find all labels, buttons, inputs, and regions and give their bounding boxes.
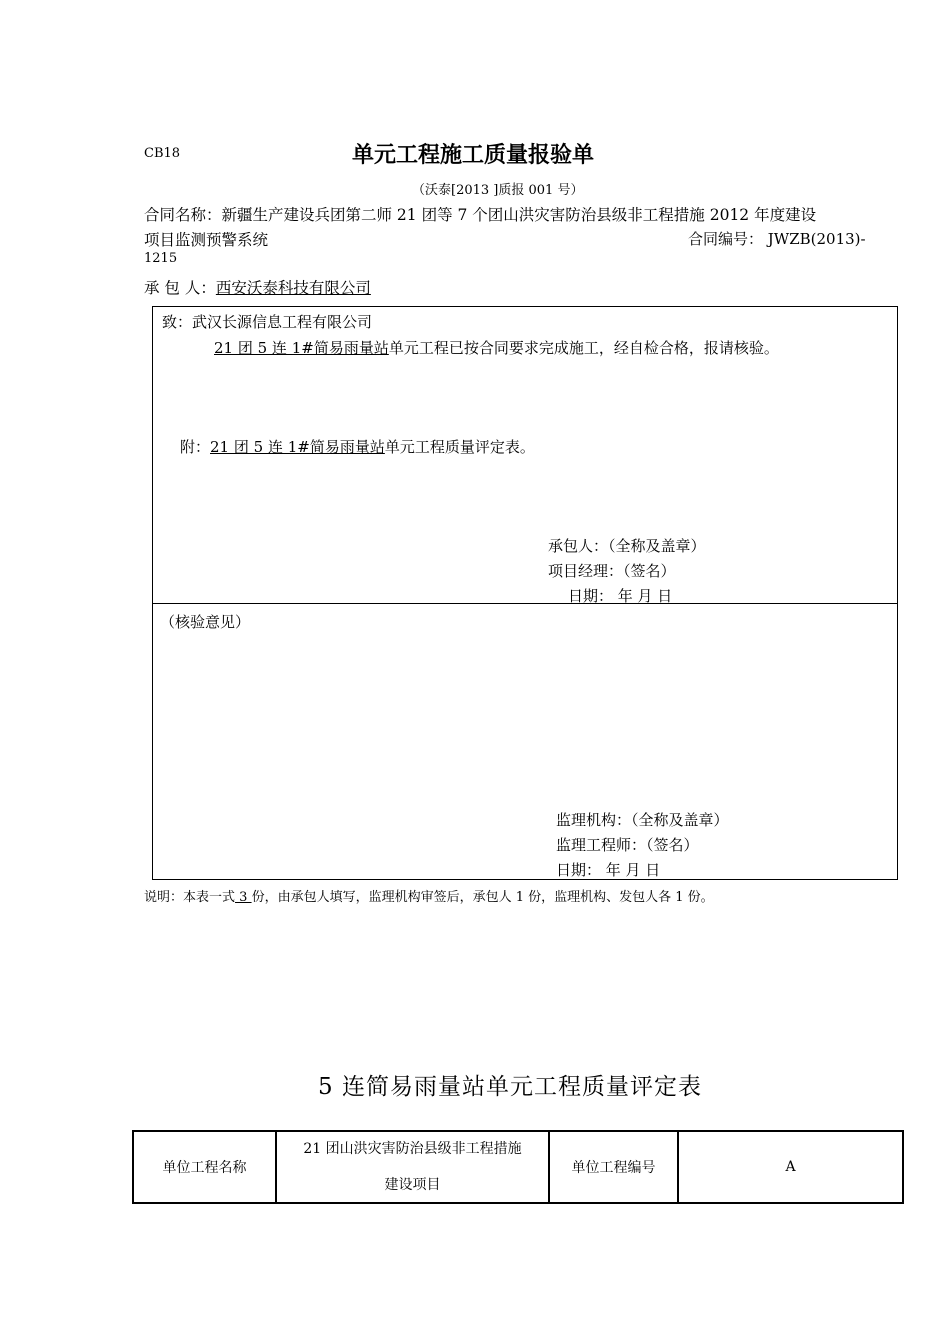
attachment-line xyxy=(180,436,535,457)
document-number: （沃泰[2013 ]质报 001 号） xyxy=(412,183,584,198)
attachment-text: 单元工程质量评定表。 xyxy=(384,438,535,456)
note-copies: 3 xyxy=(235,890,252,905)
statement xyxy=(214,337,779,358)
evaluation-table xyxy=(132,1130,904,1204)
page-title: 单元工程施工质量报验单 xyxy=(352,142,595,168)
report-date: 日期： 年 月 日 xyxy=(568,587,673,605)
evaluation-title: 5 连简易雨量站单元工程质量评定表 xyxy=(318,1074,702,1100)
contractor-label: 承 包 人： xyxy=(144,279,216,297)
review-box xyxy=(152,604,898,880)
unit-project-code-label: 单位工程编号 xyxy=(549,1131,678,1203)
contract-name-line1: 合同名称：新疆生产建设兵团第二师 21 团等 7 个团山洪灾害防治县级非工程措施 2012 年度建设 xyxy=(144,206,817,224)
note-prefix: 说明：本表一式 xyxy=(144,890,236,905)
unit-project-code-value: A xyxy=(678,1131,903,1203)
supervisor-org-signature: 监理机构：（全称及盖章） xyxy=(556,811,729,829)
contractor-line xyxy=(144,276,371,298)
form-note xyxy=(144,886,714,905)
unit-project-name-line2: 建设项目 xyxy=(384,1177,441,1193)
note-text: 份，由承包人填写，监理机构审签后，承包人 1 份，监理机构、发包人各 1 份。 xyxy=(251,890,714,905)
supervisor-engineer-signature: 监理工程师：（签名） xyxy=(556,836,699,854)
form-code: CB18 xyxy=(144,146,181,161)
contractor-signature: 承包人：（全称及盖章） xyxy=(548,537,706,555)
attachment-prefix: 附： xyxy=(180,438,211,456)
contract-number-continued: 1215 xyxy=(144,251,178,266)
contract-number: 合同编号： JWZB(2013)- xyxy=(688,230,866,248)
addressee: 致：武汉长源信息工程有限公司 xyxy=(162,313,373,331)
contractor-name: 西安沃泰科技有限公司 xyxy=(215,279,371,297)
attachment-unit: 21 团 5 连 1#简易雨量站 xyxy=(210,438,385,456)
unit-project-name-line1: 21 团山洪灾害防治县级非工程措施 xyxy=(303,1141,522,1157)
table-row xyxy=(133,1131,903,1203)
manager-signature: 项目经理：（签名） xyxy=(548,562,676,580)
unit-name: 21 团 5 连 1#简易雨量站 xyxy=(214,339,389,357)
unit-project-name-label: 单位工程名称 xyxy=(133,1131,276,1203)
statement-text: 单元工程已按合同要求完成施工，经自检合格，报请核验。 xyxy=(388,339,779,357)
unit-project-name-value xyxy=(276,1131,549,1203)
contract-name-line2: 项目监测预警系统 xyxy=(144,231,269,249)
review-label: （核验意见） xyxy=(160,613,251,631)
review-date: 日期： 年 月 日 xyxy=(556,861,661,879)
